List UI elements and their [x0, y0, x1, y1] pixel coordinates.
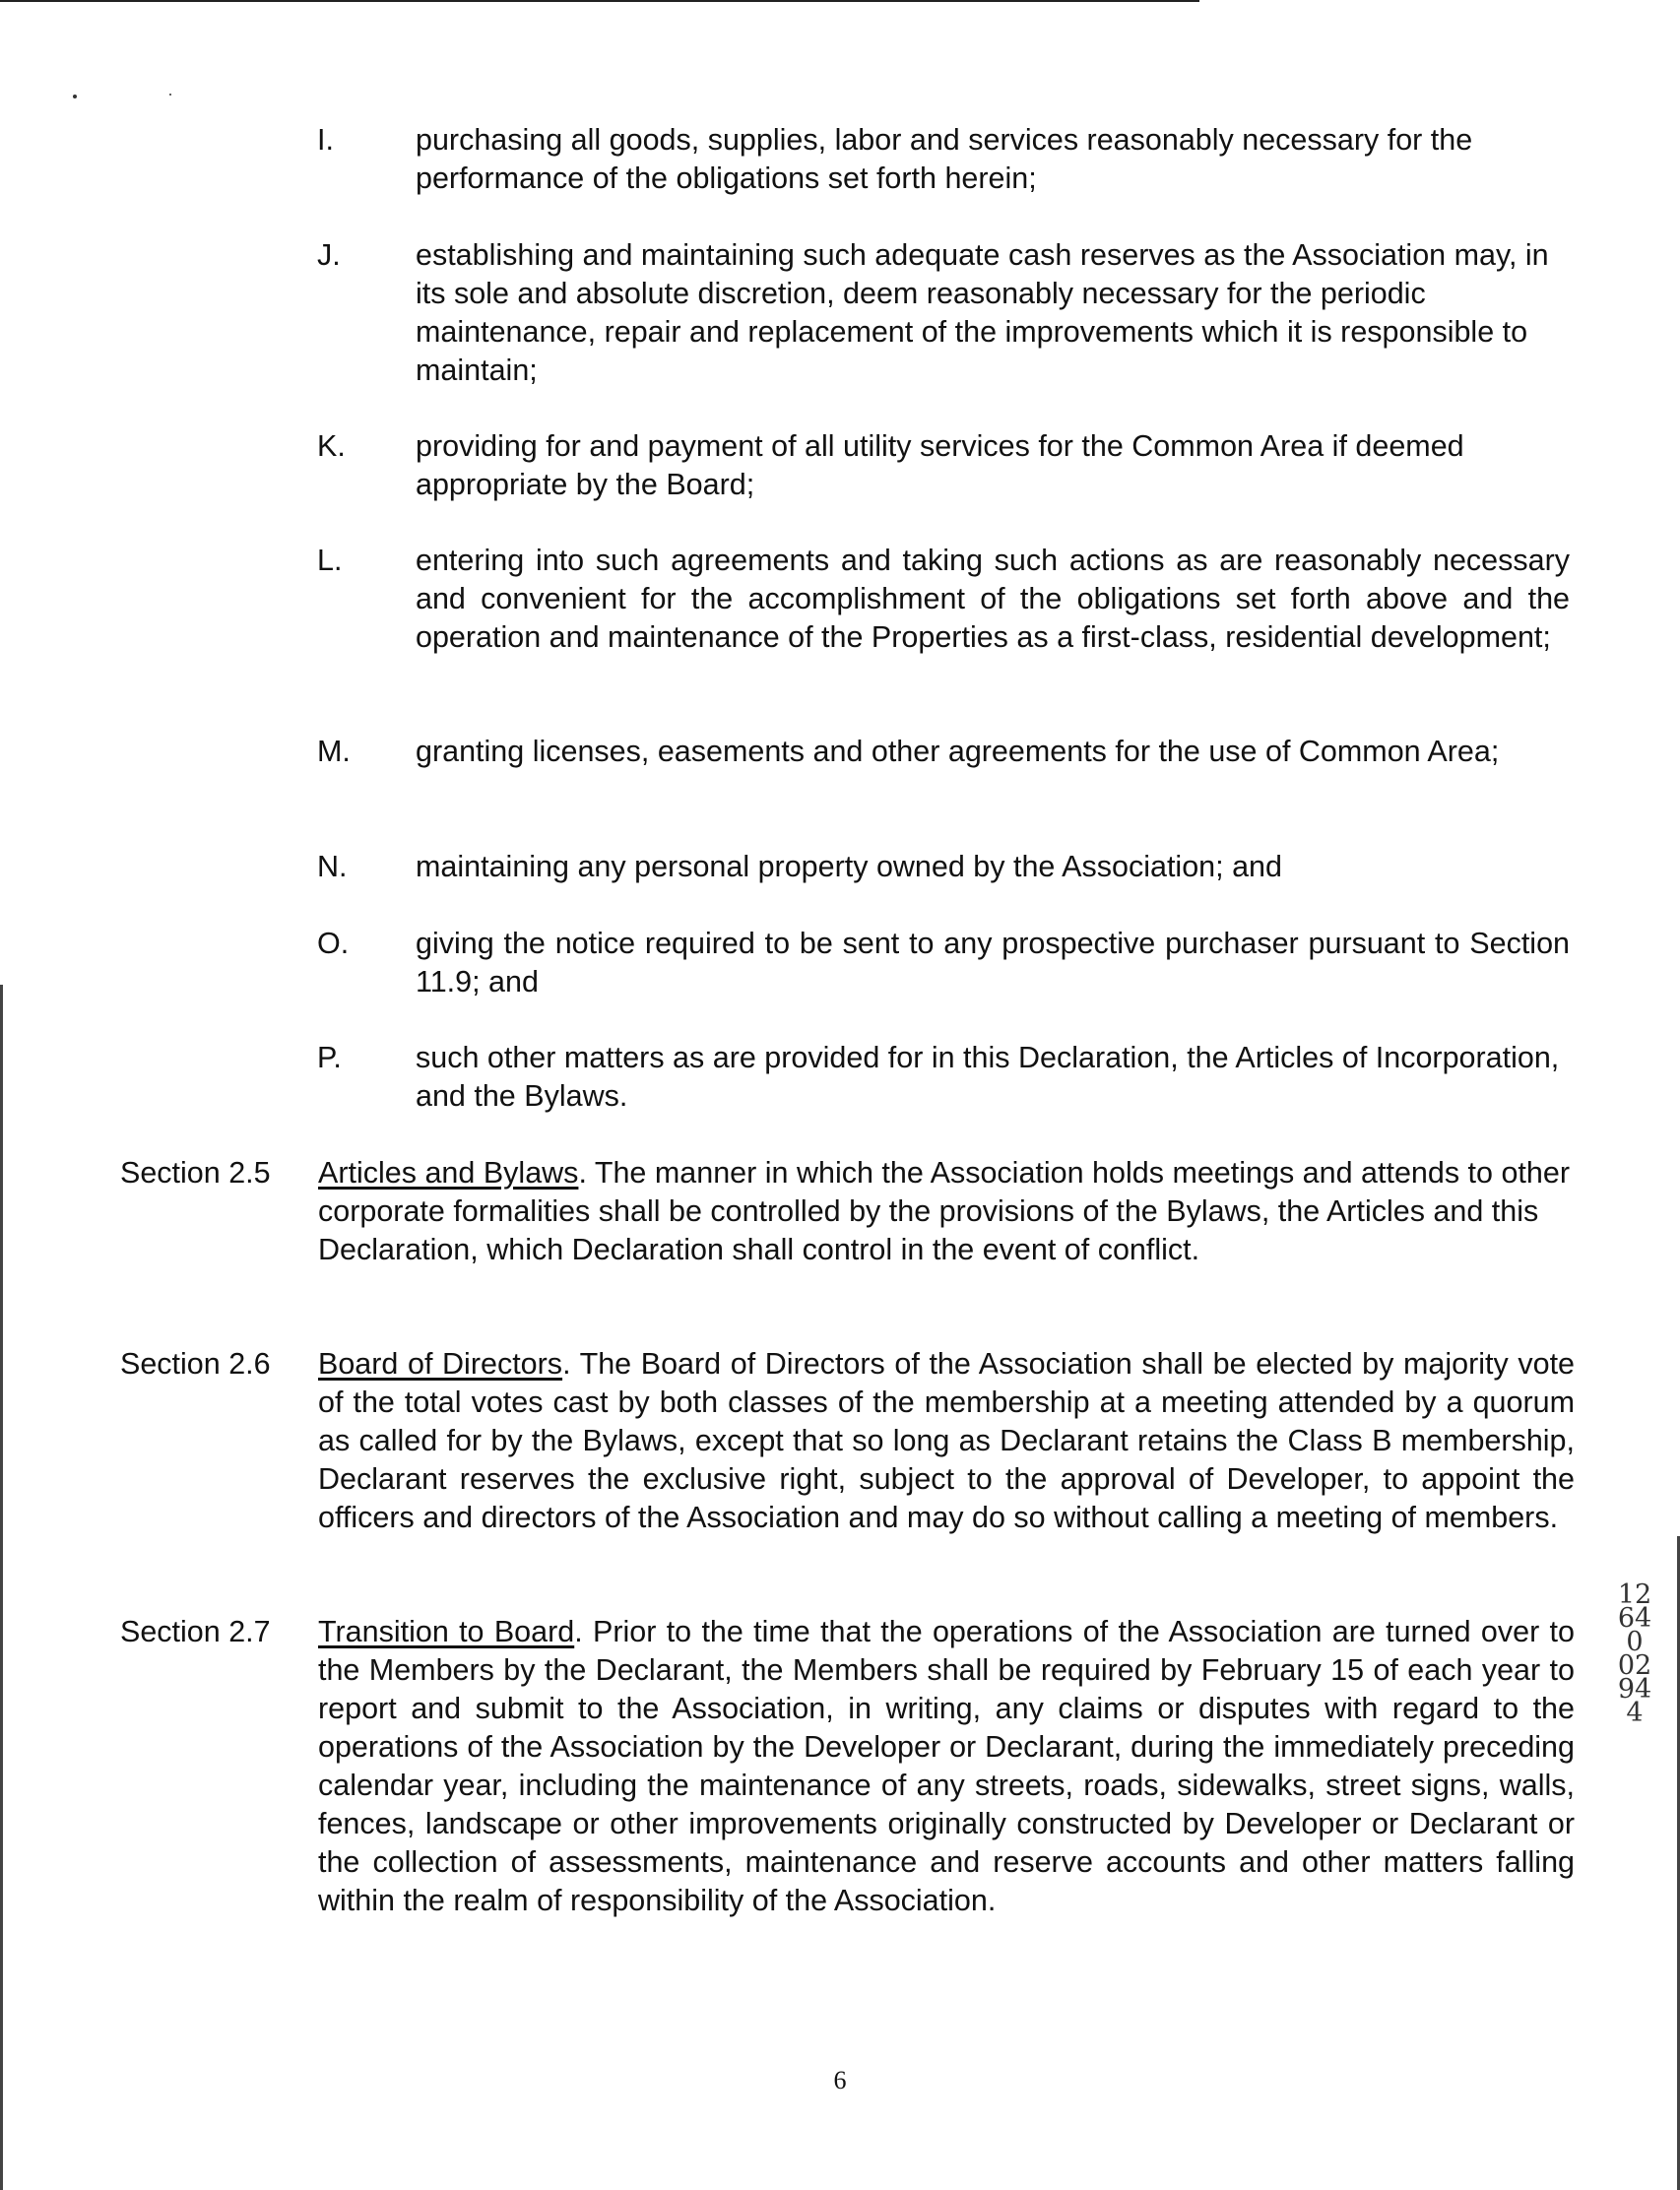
scan-top-border [0, 0, 1199, 2]
list-item-letter: M. [317, 735, 351, 768]
list-item-letter: O. [317, 927, 350, 960]
list-item-text: establishing and maintaining such adequate cash reserves as the Association may, in its sole and absolute discretion, deem reasonably necessary for the periodic maintenance, repair and replacement of the improvements which it is responsible to maintain; [416, 238, 1549, 387]
scan-speck [73, 95, 77, 98]
list-item-letter: P. [317, 1041, 342, 1074]
list-item-text: giving the notice required to be sent to any prospective purchaser pursuant to Section 11.9; and [416, 927, 1570, 998]
list-item-n [317, 848, 1597, 886]
section-2-5 [120, 1154, 1578, 1269]
list-item-i [317, 121, 1597, 198]
list-item-text: maintaining any personal property owned by the Association; and [416, 850, 1282, 883]
scan-speck [169, 94, 171, 96]
section-heading: Transition to Board [318, 1615, 575, 1648]
list-item-text: providing for and payment of all utility services for the Common Area if deemed appropriate by the Board; [416, 429, 1464, 501]
list-item-text: purchasing all goods, supplies, labor and services reasonably necessary for the performance of the obligations set forth herein; [416, 123, 1473, 195]
list-item-letter: I. [317, 123, 334, 157]
list-item-letter: L. [317, 544, 343, 577]
section-heading: Articles and Bylaws [318, 1156, 579, 1190]
list-item-l [317, 542, 1597, 657]
list-item-k [317, 427, 1597, 504]
list-item-text: such other matters as are provided for in this Declaration, the Articles of Incorporation, and the Bylaws. [416, 1041, 1560, 1113]
section-body [318, 1154, 1575, 1269]
list-item-letter: K. [317, 429, 346, 463]
list-item-j [317, 236, 1597, 390]
section-body [318, 1613, 1575, 1920]
list-item-letter: J. [317, 238, 341, 272]
section-2-7 [120, 1613, 1578, 1920]
list-item-o [317, 925, 1597, 1001]
recording-stamp: 12640 02944 [1617, 1579, 1652, 1728]
section-text: . The Board of Directors of the Association shall be elected by majority vote of the total votes cast by both classes of the membership at a meeting attended by a quorum as called for by the Bylaws, except that so long as Declarant retains the Class B membership, Declarant reserves the exclusive right, subject to the approval of Developer, to appoint the officers and directors of the Association and may do so without calling a meeting of members. [318, 1347, 1576, 1534]
list-item-p [317, 1039, 1597, 1116]
list-item-text: entering into such agreements and taking such actions as are reasonably necessary and convenient for the accomplishment of the obligations set forth above and the operation and maintenance of the Properties as a first-class, residential development; [416, 544, 1570, 654]
list-item-text: granting licenses, easements and other agreements for the use of Common Area; [416, 735, 1500, 768]
list-item-letter: N. [317, 850, 348, 883]
section-label: Section 2.5 [120, 1156, 271, 1190]
section-2-6 [120, 1345, 1578, 1537]
scan-left-border [0, 985, 3, 2190]
section-label: Section 2.7 [120, 1615, 271, 1648]
section-body [318, 1345, 1575, 1537]
list-item-m [317, 733, 1597, 771]
section-text: . Prior to the time that the operations of the Association are turned over to the Members by the Declarant, the Members shall be required by February 15 of each year to report and submit to the Association, in writing, any claims or disputes with regard to the operations of the Association by the Developer or Declarant, during the immediately preceding calendar year, including the maintenance of any streets, roads, sidewalks, street signs, walls, fences, landscape or other improvements originally constructed by Developer or Declarant or the collection of assessments, maintenance and reserve accounts and other matters falling within the realm of responsibility of the Association. [318, 1615, 1575, 1917]
page-number: 6 [833, 2066, 847, 2094]
section-text: . The manner in which the Association holds meetings and attends to other corporate formalities shall be controlled by the provisions of the Bylaws, the Articles and this Declaration, which Declaration shall control in the event of conflict. [318, 1156, 1570, 1266]
section-heading: Board of Directors [318, 1347, 563, 1381]
section-label: Section 2.6 [120, 1347, 271, 1381]
